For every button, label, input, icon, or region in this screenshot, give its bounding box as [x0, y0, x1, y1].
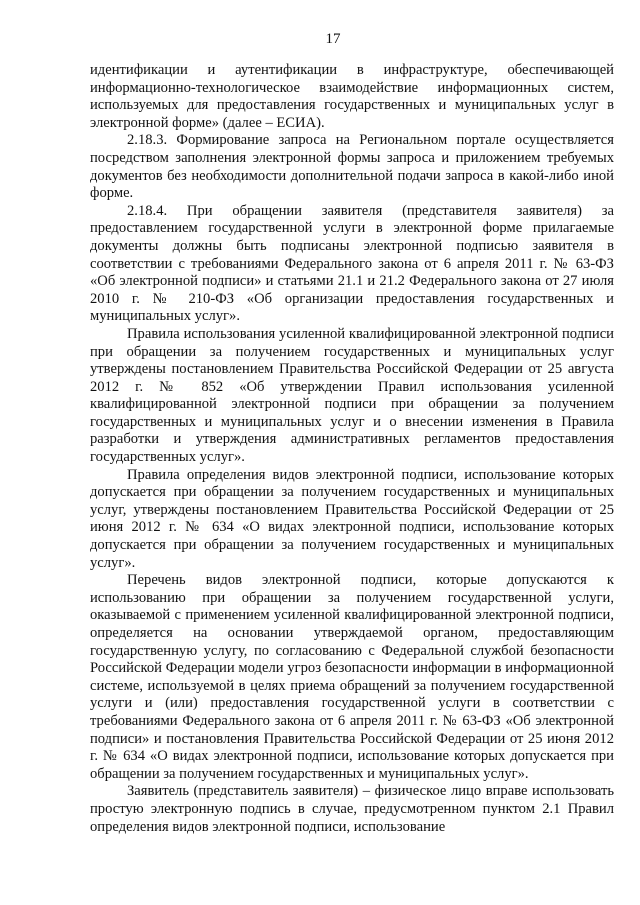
paragraph-qualified-signature-rules: Правила использования усиленной квалифицированной электронной подписи при обращении за получением государственных и муниципальных услуг утверждены постановлением Правительства Российской Федерации от 25 августа 2012 г. № 852 «Об утверждении Правил использования усиленной квалифицированной электронной подписи при обращении за получением государственных и муниципальных услуг и о внесении изменения в Правила разработки и утверждения административных регламентов предоставления государственных услуг». [90, 325, 614, 466]
paragraph-2-18-4: 2.18.4. При обращении заявителя (представителя заявителя) за предоставлением государственной услуги в электронной форме прилагаемые документы должны быть подписаны электронной подписью заявителя в соответствии с требованиями Федерального закона от 6 апреля 2011 г. № 63-ФЗ «Об электронной подписи» и статьями 21.1 и 21.2 Федерального закона от 27 июля 2010 г. № 210-ФЗ «Об организации предоставления государственных и муниципальных услуг». [90, 202, 614, 325]
page-number: 17 [325, 31, 341, 47]
paragraph-applicant-simple-signature: Заявитель (представитель заявителя) – физическое лицо вправе использовать простую электронную подпись в случае, предусмотренном пунктом 2.1 Правил определения видов электронной подписи, использование [90, 783, 614, 835]
paragraph-esia-continuation: идентификации и аутентификации в инфраструктуре, обеспечивающей информационно-технологическое взаимодействие информационных систем, используемых для предоставления государственных и муниципальных услуг в электронной форме» (далее – ЕСИА). [90, 62, 614, 131]
paragraph-2-18-3: 2.18.3. Формирование запроса на Региональном портале осуществляется посредством заполнения электронной формы запроса и приложением требуемых документов без необходимости дополнительной подачи запроса в какой-либо иной форме. [90, 132, 614, 202]
document-body [90, 62, 614, 836]
paragraph-signature-types-list: Перечень видов электронной подписи, которые допускаются к использованию при обращении за получением государственной услуги, оказываемой с применением усиленной квалифицированной электронной подписи, определяется на основании утверждаемой органом, предоставляющим государственную услугу, по согласованию с Федеральной службой безопасности Российской Федерации модели угроз безопасности информации в информационной системе, используемой в целях приема обращений за получением государственной услуги и (или) предоставления государственной услуги в соответствии с требованиями Федерального закона от 6 апреля 2011 г. № 63-ФЗ «Об электронной подписи» и постановления Правительства Российской Федерации от 25 июня 2012 г. № 634 «О видах электронной подписи, использование которых допускается при обращении за получением государственных и муниципальных услуг». [90, 572, 614, 782]
paragraph-signature-types-rules: Правила определения видов электронной подписи, использование которых допускается при обращении за получением государственных и муниципальных услуг, утверждены постановлением Правительства Российской Федерации от 25 июня 2012 г. № 634 «О видах электронной подписи, использование которых допускается при обращении за получением государственных и муниципальных услуг». [90, 466, 614, 571]
